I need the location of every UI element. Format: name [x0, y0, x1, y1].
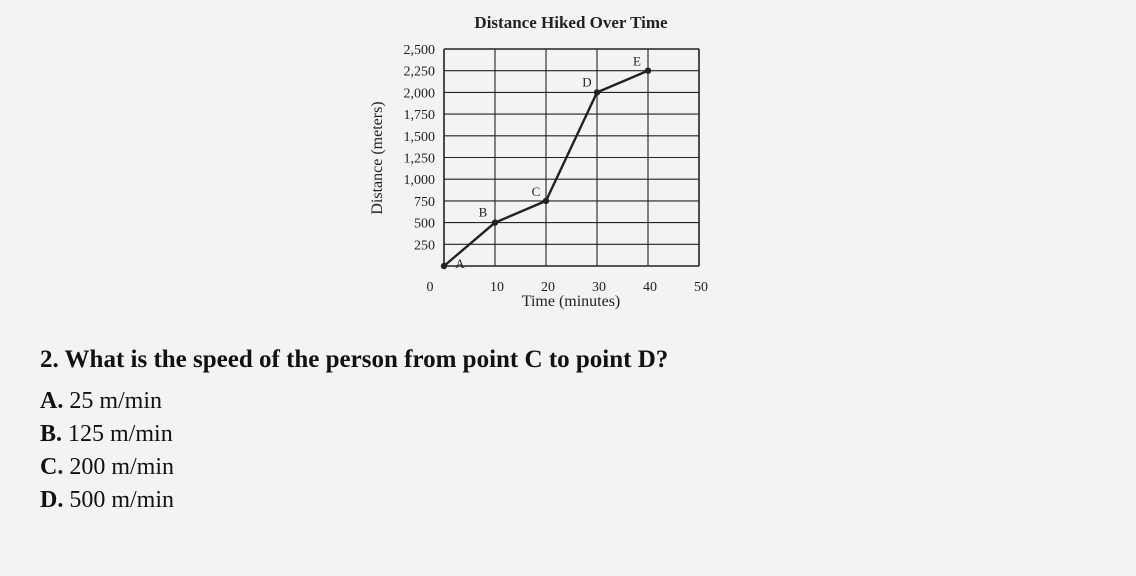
x-tick-label: 10	[490, 280, 504, 295]
x-tick-label: 50	[694, 280, 708, 295]
data-point-c	[543, 198, 549, 204]
y-tick-label: 1,250	[403, 151, 435, 167]
data-point-b	[492, 219, 498, 225]
data-point-a	[441, 263, 447, 269]
y-tick-label: 1,750	[403, 108, 435, 124]
question-text: 2. What is the speed of the person from point C to point D?	[40, 346, 669, 373]
x-tick-label: 20	[541, 280, 555, 295]
chart-title: Distance Hiked Over Time	[474, 13, 668, 32]
y-tick-labels	[404, 43, 436, 253]
choice-text: 125 m/min	[68, 421, 173, 447]
x-axis-label: Time (minutes)	[521, 293, 621, 310]
point-label-a: A	[455, 256, 465, 271]
point-label-b: B	[478, 204, 488, 220]
data-point-d	[594, 89, 600, 95]
x-tick-label: 30	[592, 280, 606, 295]
y-tick-label: 1,500	[403, 129, 435, 145]
x-tick-label: 40	[643, 280, 657, 295]
choice-d[interactable]	[40, 484, 174, 517]
y-axis-label: Distance (meters)	[369, 101, 386, 215]
choice-text: 200 m/min	[69, 454, 175, 480]
point-label-c: C	[531, 183, 541, 199]
choice-b[interactable]	[40, 418, 174, 451]
choice-c[interactable]	[40, 451, 174, 484]
y-tick-label: 2,500	[403, 43, 435, 58]
y-tick-label: 500	[414, 216, 435, 232]
choice-text: 500 m/min	[69, 487, 175, 513]
y-tick-label: 2,000	[403, 86, 435, 102]
choice-letter: D.	[40, 487, 64, 513]
x-tick-label: 0	[426, 280, 434, 295]
choice-text: 25 m/min	[69, 388, 163, 414]
y-tick-label: 250	[414, 238, 435, 254]
point-label-d: D	[582, 74, 592, 90]
y-tick-label: 2,250	[403, 64, 435, 80]
y-tick-label: 1,000	[403, 173, 435, 189]
choice-letter: A.	[40, 388, 64, 414]
choice-letter: C.	[40, 454, 64, 480]
point-label-e: E	[633, 53, 641, 69]
y-tick-label: 750	[414, 194, 435, 210]
answer-choices	[40, 385, 174, 517]
data-point-e	[645, 68, 651, 74]
choice-a[interactable]	[40, 385, 174, 418]
choice-letter: B.	[40, 421, 63, 447]
